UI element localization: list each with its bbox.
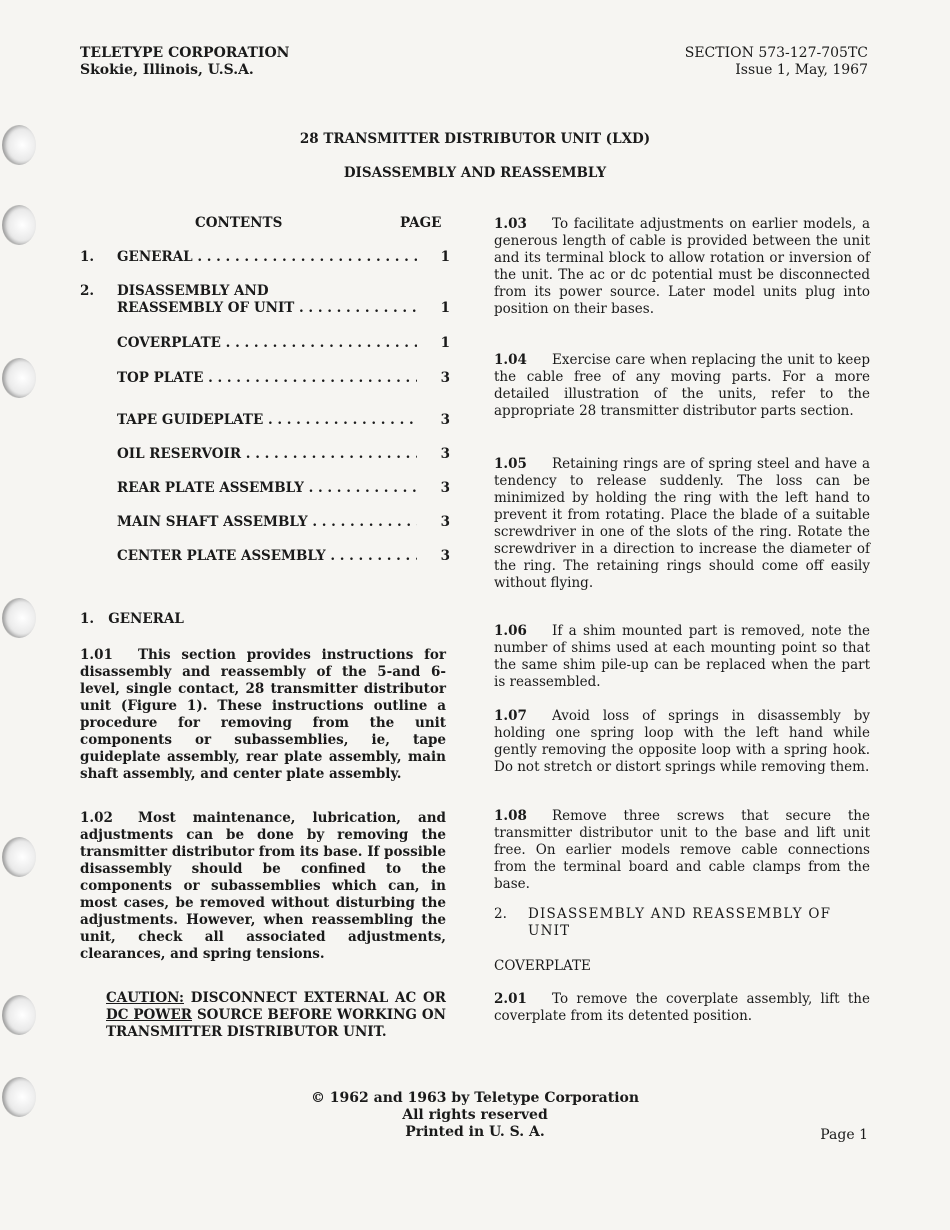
toc-item-label: TOP PLATE . . . bbox=[117, 370, 417, 387]
header-right bbox=[685, 45, 868, 79]
toc-item-label: TAPE GUIDEPLATE . . . bbox=[117, 412, 417, 429]
paragraph-2-01 bbox=[494, 991, 870, 1025]
section-2-number: 2. bbox=[494, 906, 507, 922]
toc-item-page: 1 bbox=[430, 249, 450, 266]
toc-item-label-line1: DISASSEMBLY AND bbox=[117, 283, 269, 299]
footer bbox=[0, 1090, 950, 1141]
binder-hole bbox=[2, 358, 36, 398]
toc-item-label: CENTER PLATE ASSEMBLY . . . bbox=[117, 548, 417, 565]
paragraph-number: 1.03 bbox=[494, 216, 527, 232]
paragraph-number: 1.02 bbox=[80, 810, 113, 826]
paragraph-number: 1.05 bbox=[494, 456, 527, 472]
binder-hole bbox=[2, 598, 36, 638]
toc-item-label: GENERAL . . . bbox=[117, 249, 417, 266]
company-name: TELETYPE CORPORATION bbox=[80, 45, 290, 61]
toc-item-number: 1. bbox=[80, 249, 95, 265]
toc-item-label: MAIN SHAFT ASSEMBLY . . . bbox=[117, 514, 417, 531]
toc-item-page: 1 bbox=[430, 300, 450, 317]
paragraph-text: Exercise care when replacing the unit to keep the cable free of any moving parts. For a more detailed illustration of the units, refer to the appropriate 28 transmitter distributor parts section. bbox=[494, 352, 870, 419]
paragraph-number: 2.01 bbox=[494, 991, 527, 1007]
toc-item-page: 3 bbox=[430, 370, 450, 387]
caution-rest: SOURCE BEFORE WORKING ON TRANSMITTER DISTRIBUTOR UNIT. bbox=[106, 1007, 447, 1040]
toc-item-page: 3 bbox=[430, 480, 450, 497]
toc-item-page: 3 bbox=[430, 412, 450, 429]
binder-hole bbox=[2, 995, 36, 1035]
rights-line: All rights reserved bbox=[402, 1107, 548, 1123]
paragraph-text: Retaining rings are of spring steel and have a tendency to release suddenly. The loss can be minimized by holding the ring with the left hand to prevent it from rotating. Place the blade of a suitable screwdriver in one of the slots of the ring. Rotate the screwdriver in a direction to increase the diameter of the ring. The retaining rings should come off easily without flying. bbox=[494, 456, 870, 591]
coverplate-heading: COVERPLATE bbox=[494, 958, 591, 974]
section-2-heading bbox=[494, 906, 870, 940]
caution-line1: DISCONNECT EXTERNAL AC OR bbox=[190, 990, 446, 1006]
paragraph-text: If a shim mounted part is removed, note the number of shims used at each mounting point so that the same shim pile-up can be replaced when the part is reassembled. bbox=[494, 623, 870, 690]
paragraph-number: 1.06 bbox=[494, 623, 527, 639]
paragraph-1-03 bbox=[494, 216, 870, 318]
paragraph-number: 1.08 bbox=[494, 808, 527, 824]
paragraph-text: Most maintenance, lubrication, and adjustments can be done by removing the transmitter distributor from its base. If possible disassembly should be confined to the components or subassemblies which can, in most cases, be removed without disturbing the adjustments. However, when reassembling the unit, check all associated adjustments, clearances, and spring tensions. bbox=[80, 810, 446, 962]
section-number: SECTION 573-127-705TC bbox=[684, 45, 868, 61]
paragraph-1-07 bbox=[494, 708, 870, 776]
toc-item-label: REASSEMBLY OF UNIT . . . bbox=[117, 300, 417, 317]
issue-date: Issue 1, May, 1967 bbox=[735, 62, 868, 78]
contents-heading: CONTENTS bbox=[195, 215, 283, 231]
toc-item-page: 1 bbox=[430, 335, 450, 352]
printed-line: Printed in U. S. A. bbox=[405, 1124, 545, 1140]
paragraph-1-05 bbox=[494, 456, 870, 592]
toc-item-label: OIL RESERVOIR . . . bbox=[117, 446, 417, 463]
toc-item-page: 3 bbox=[430, 514, 450, 531]
copyright-line: © 1962 and 1963 by Teletype Corporation bbox=[310, 1090, 640, 1106]
toc-item-label: COVERPLATE . . . bbox=[117, 335, 417, 352]
paragraph-1-04 bbox=[494, 352, 870, 420]
paragraph-1-06 bbox=[494, 623, 870, 691]
paragraph-1-02 bbox=[80, 810, 446, 963]
toc-item-number: 2. bbox=[80, 283, 95, 299]
toc-item-label: REAR PLATE ASSEMBLY . . . bbox=[117, 480, 417, 497]
paragraph-number: 1.07 bbox=[494, 708, 527, 724]
paragraph-text: Remove three screws that secure the transmitter distributor unit to the base and lift unit free. On earlier models remove cable connections from the terminal board and cable clamps from the base. bbox=[494, 808, 870, 892]
paragraph-1-01 bbox=[80, 647, 446, 783]
toc-item-page: 3 bbox=[430, 548, 450, 565]
contents-page-heading: PAGE bbox=[400, 215, 442, 231]
section-1-heading: 1. GENERAL bbox=[80, 611, 184, 627]
caution-label: CAUTION: bbox=[106, 990, 184, 1006]
paragraph-number: 1.04 bbox=[494, 352, 527, 368]
paragraph-1-08 bbox=[494, 808, 870, 893]
caution-notice bbox=[106, 990, 446, 1041]
paragraph-text: To remove the coverplate assembly, lift the coverplate from its detented position. bbox=[494, 991, 870, 1024]
toc-item-page: 3 bbox=[430, 446, 450, 463]
paragraph-text: To facilitate adjustments on earlier models, a generous length of cable is provided between the unit and its terminal block to allow rotation or inversion of the unit. The ac or dc potential must be disconnected from its power source. Later model units plug into position on their bases. bbox=[494, 216, 870, 317]
header-left bbox=[80, 45, 289, 79]
section-2-title: DISASSEMBLY AND REASSEMBLY OF UNIT bbox=[528, 906, 832, 939]
binder-hole bbox=[2, 205, 36, 245]
document-title: 28 TRANSMITTER DISTRIBUTOR UNIT (LXD) bbox=[299, 131, 651, 147]
paragraph-text: This section provides instructions for disassembly and reassembly of the 5-and 6-level, single contact, 28 transmitter distributor unit (Figure 1). These instructions outline a procedure for removing from the unit components or subassemblies, ie, tape guideplate assembly, rear plate assembly, main shaft assembly, and center plate assembly. bbox=[80, 647, 446, 782]
paragraph-number: 1.01 bbox=[80, 647, 113, 663]
paragraph-text: Avoid loss of springs in disassembly by holding one spring loop with the left hand while gently removing the opposite loop with a spring hook. Do not stretch or distort springs while removing them. bbox=[494, 708, 870, 775]
caution-underlined: DC POWER bbox=[106, 1007, 192, 1023]
company-location: Skokie, Illinois, U.S.A. bbox=[80, 62, 254, 78]
binder-hole bbox=[2, 837, 36, 877]
document-subtitle: DISASSEMBLY AND REASSEMBLY bbox=[343, 165, 607, 181]
page-number: Page 1 bbox=[820, 1127, 868, 1143]
